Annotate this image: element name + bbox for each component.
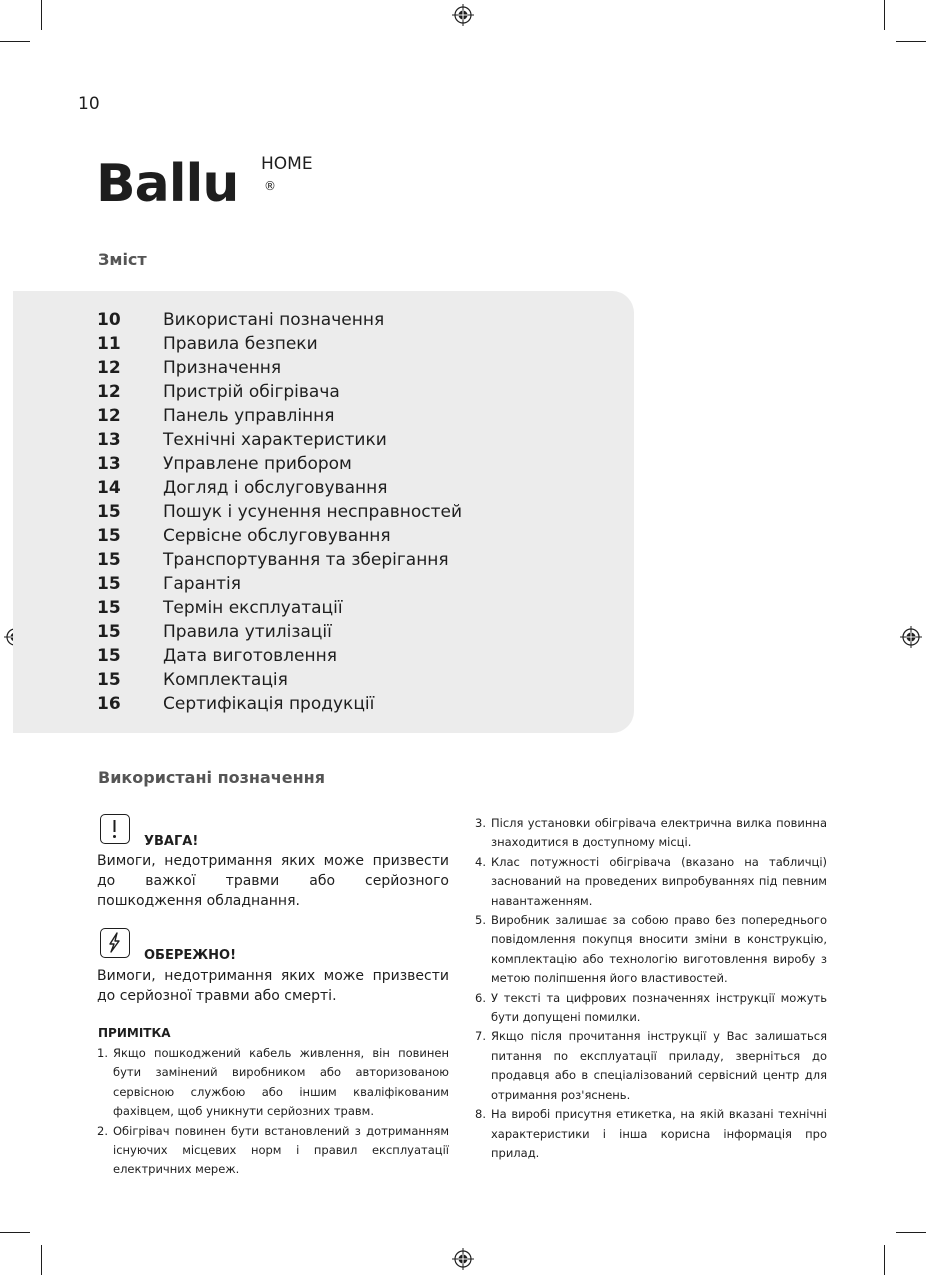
note-item-number: 8. (475, 1107, 486, 1122)
note-item-text: Обігрівач повинен бути встановлений з дотриманням існуючих місцевих норм і правил експлуатації електричних мереж. (113, 1123, 449, 1177)
toc-item-label: Гарантія (163, 574, 241, 594)
caution-label: ОБЕРЕЖНО! (144, 948, 237, 963)
toc-item-page: 15 (97, 526, 121, 546)
registration-mark-icon (452, 1248, 474, 1270)
note-item-text: Клас потужності обігрівача (вказано на табличці) заснований на проведених випробуваннях під певним навантаженням. (491, 854, 827, 908)
note-item-number: 3. (475, 816, 486, 830)
note-item (475, 989, 827, 1028)
caution-text: Вимоги, недотримання яких може призвести до серйозної травми або смерті. (97, 968, 449, 1004)
toc-item-page: 11 (97, 334, 121, 354)
toc-item-label: Сервісне обслуговування (163, 526, 391, 546)
symbols-title: Використані позначення (98, 768, 325, 787)
attention-text: Вимоги, недотримання яких може призвести до важкої травми або серйозного пошкодження обладнання. (97, 853, 449, 909)
toc-item-page: 12 (97, 358, 121, 378)
note-list-left (97, 1044, 449, 1180)
toc-title: Зміст (98, 250, 147, 269)
toc-item-page: 13 (97, 430, 121, 450)
note-item (475, 911, 827, 989)
crop-mark (41, 0, 42, 30)
crop-mark (0, 1232, 30, 1233)
toc-item-page: 15 (97, 622, 121, 642)
note-item (97, 1122, 449, 1180)
toc-item-label: Пристрій обігрівача (163, 382, 340, 402)
note-item (475, 1027, 827, 1105)
note-item-number: 5. (475, 913, 486, 928)
toc-item-label: Панель управління (163, 406, 335, 426)
note-item-text: Виробник залишає за собою право без попереднього повідомлення покупця вносити зміни в конструкцію, комплектацію або технологію виготовлення виробу з метою поліпшення його властивостей. (491, 913, 827, 986)
lightning-icon (100, 928, 130, 958)
note-item (475, 1105, 827, 1163)
note-title: ПРИМІТКА (98, 1026, 171, 1040)
note-item-number: 7. (475, 1029, 486, 1044)
brand-name: Ballu (96, 154, 239, 214)
toc-item-label: Комплектація (163, 670, 288, 690)
crop-mark (884, 0, 885, 30)
toc-item-label: Сертифікація продукції (163, 694, 375, 714)
note-item (475, 853, 827, 911)
note-item-number: 1. (97, 1046, 108, 1060)
toc-item-label: Термін експлуатації (163, 598, 343, 618)
toc-item-label: Правила безпеки (163, 334, 318, 354)
note-item (475, 814, 827, 853)
note-item-number: 6. (475, 990, 486, 1005)
note-item-number: 4. (475, 854, 486, 869)
toc-item-label: Технічні характеристики (163, 430, 387, 450)
crop-mark (0, 41, 30, 42)
toc-item-page: 14 (97, 478, 121, 498)
toc-item-page: 15 (97, 646, 121, 666)
note-item-text: Після установки обігрівача електрична вилка повинна знаходитися в доступному місці. (491, 816, 827, 850)
toc-item-label: Транспортування та зберігання (163, 550, 449, 570)
attention-label: УВАГА! (144, 834, 199, 849)
registration-mark-icon (452, 4, 474, 26)
toc-item-page: 10 (97, 310, 121, 330)
note-item-number: 2. (97, 1123, 108, 1138)
toc-item-label: Пошук і усунення несправностей (163, 502, 463, 522)
note-list-right (475, 814, 827, 1163)
toc-item-page: 16 (97, 694, 121, 714)
brand-registered-mark: ® (264, 179, 276, 193)
page-number: 10 (78, 94, 100, 114)
note-item-text: Якщо пошкоджений кабель живлення, він повинен бути замінений виробником або авторизованою сервісною службою або іншим кваліфікованим фахівцем, щоб уникнути серйозних травм. (113, 1046, 449, 1119)
toc-item-page: 15 (97, 598, 121, 618)
toc-item-label: Дата виготовлення (163, 646, 337, 666)
crop-mark (884, 1245, 885, 1275)
note-item-text: У тексті та цифрових позначеннях інструкції можуть бути допущені помилки. (491, 990, 827, 1025)
registration-mark-icon (900, 626, 922, 648)
toc-item-label: Призначення (163, 358, 282, 378)
brand-sub: HOME (261, 154, 313, 174)
toc-item-page: 15 (97, 502, 121, 522)
crop-mark (896, 41, 926, 42)
note-item-text: На виробі присутня етикетка, на якій вказані технічні характеристики і інша корисна інформація про прилад. (491, 1107, 827, 1160)
brand-logo (96, 152, 313, 224)
toc-item-page: 12 (97, 406, 121, 426)
note-item-text: Якщо після прочитання інструкції у Вас залишаться питання по експлуатації приладу, зверніться до продавця або в спеціалізований сервісний центр для отримання роз'яснень. (491, 1029, 827, 1102)
toc-item-label: Правила утилізації (163, 622, 332, 642)
toc-item-label: Управлене прибором (163, 454, 352, 474)
toc-item-page: 12 (97, 382, 121, 402)
crop-mark (896, 1232, 926, 1233)
crop-mark (41, 1245, 42, 1275)
toc-item-page: 15 (97, 550, 121, 570)
toc-item-label: Використані позначення (163, 310, 385, 330)
toc-item-page: 15 (97, 670, 121, 690)
exclamation-icon (100, 814, 130, 844)
toc-item-page: 13 (97, 454, 121, 474)
note-item (97, 1044, 449, 1122)
toc-item-label: Догляд і обслуговування (163, 478, 388, 498)
toc-item-page: 15 (97, 574, 121, 594)
